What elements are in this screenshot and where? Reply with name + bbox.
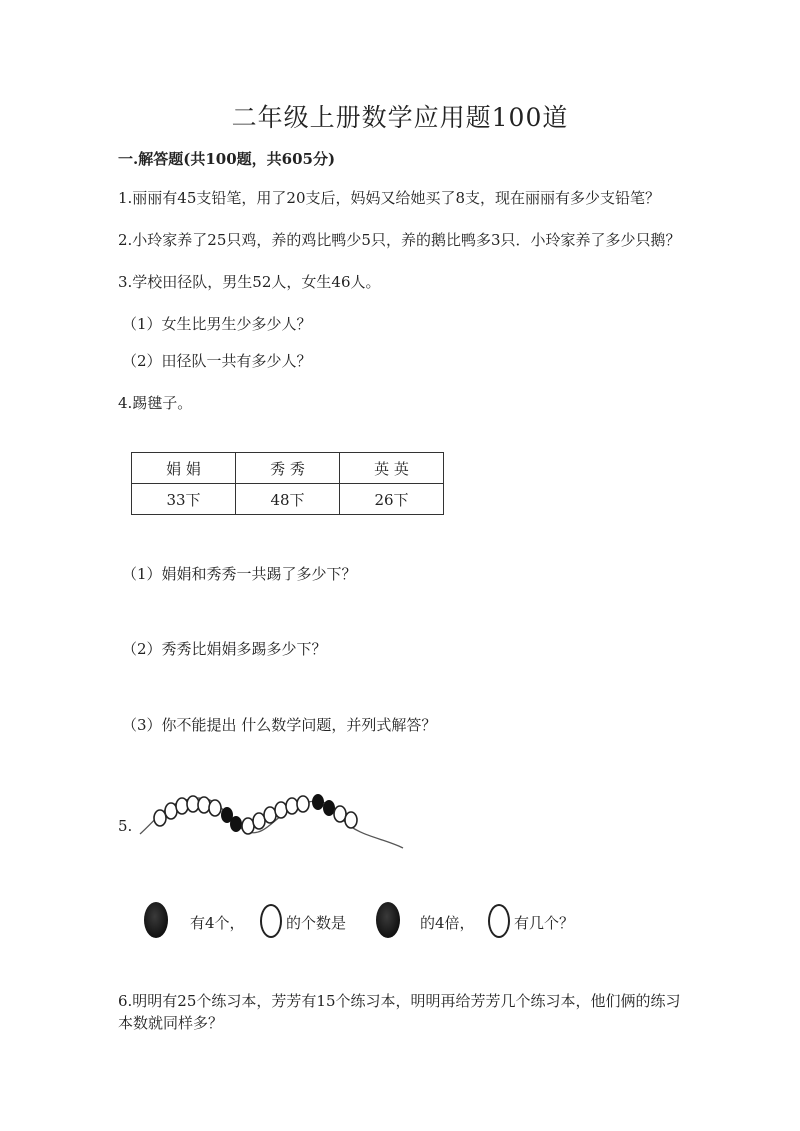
question-5-number: 5.	[118, 817, 133, 835]
kick-count-table	[131, 452, 444, 515]
dark-bead-icon	[376, 902, 400, 938]
light-bead-icon	[297, 796, 309, 812]
light-bead-icon	[345, 812, 357, 828]
light-bead-icon	[209, 800, 221, 816]
question-5-text-4: 有几个？	[514, 914, 575, 932]
bead-string-illustration	[138, 788, 408, 858]
question-5-text-3: 的4倍，	[420, 914, 475, 932]
question-4-sub-1: （1）娟娟和秀秀一共踢了多少下？	[122, 565, 357, 583]
light-bead-icon	[165, 803, 177, 819]
light-bead-icon	[176, 798, 188, 814]
question-2: 2.小玲家养了25只鸡，养的鸡比鸭少5只，养的鹅比鸭多3只．小玲家养了多少只鹅？	[118, 231, 681, 249]
light-bead-icon	[253, 813, 265, 829]
dark-bead-icon	[312, 794, 324, 810]
question-3-sub-2: （2）田径队一共有多少人？	[122, 352, 312, 370]
dark-bead-icon	[144, 902, 168, 938]
question-6: 6.明明有25个练习本，芳芳有15个练习本，明明再给芳芳几个练习本，他们俩的练习本数就同样多？	[118, 992, 681, 1032]
table-cell: 26下	[340, 484, 444, 515]
question-5-text-row	[142, 900, 662, 944]
light-bead-icon	[154, 810, 166, 826]
table-cell: 48下	[236, 484, 340, 515]
table-header-cell: 娟 娟	[132, 453, 236, 484]
light-bead-icon	[334, 806, 346, 822]
light-bead-icon	[198, 797, 210, 813]
section-heading: 一.解答题(共100题，共605分)	[118, 150, 336, 168]
page-title: 二年级上册数学应用题100道	[231, 103, 569, 132]
question-1: 1.丽丽有45支铅笔，用了20支后，妈妈又给她买了8支，现在丽丽有多少支铅笔？	[118, 189, 661, 207]
table-row	[132, 484, 444, 515]
light-bead-icon	[260, 904, 282, 938]
light-bead-icon	[488, 904, 510, 938]
table-header-row	[132, 453, 444, 484]
light-bead-icon	[264, 807, 276, 823]
question-4-sub-3: （3）你不能提出 什么数学问题，并列式解答？	[122, 716, 437, 734]
light-bead-icon	[286, 798, 298, 814]
question-4-sub-2: （2）秀秀比娟娟多踢多少下？	[122, 640, 327, 658]
light-bead-icon	[275, 802, 287, 818]
question-5-text-1: 有4个，	[190, 914, 245, 932]
question-5-text-2: 的个数是	[286, 914, 347, 932]
light-bead-icon	[187, 796, 199, 812]
question-3-stem: 3.学校田径队，男生52人，女生46人。	[118, 273, 381, 291]
dark-bead-icon	[230, 816, 242, 832]
question-3-sub-1: （1）女生比男生少多少人？	[122, 315, 312, 333]
dark-bead-icon	[323, 800, 335, 816]
table-cell: 33下	[132, 484, 236, 515]
question-4-stem: 4.踢毽子。	[118, 394, 193, 412]
table-header-cell: 秀 秀	[236, 453, 340, 484]
light-bead-icon	[242, 818, 254, 834]
table-header-cell: 英 英	[340, 453, 444, 484]
